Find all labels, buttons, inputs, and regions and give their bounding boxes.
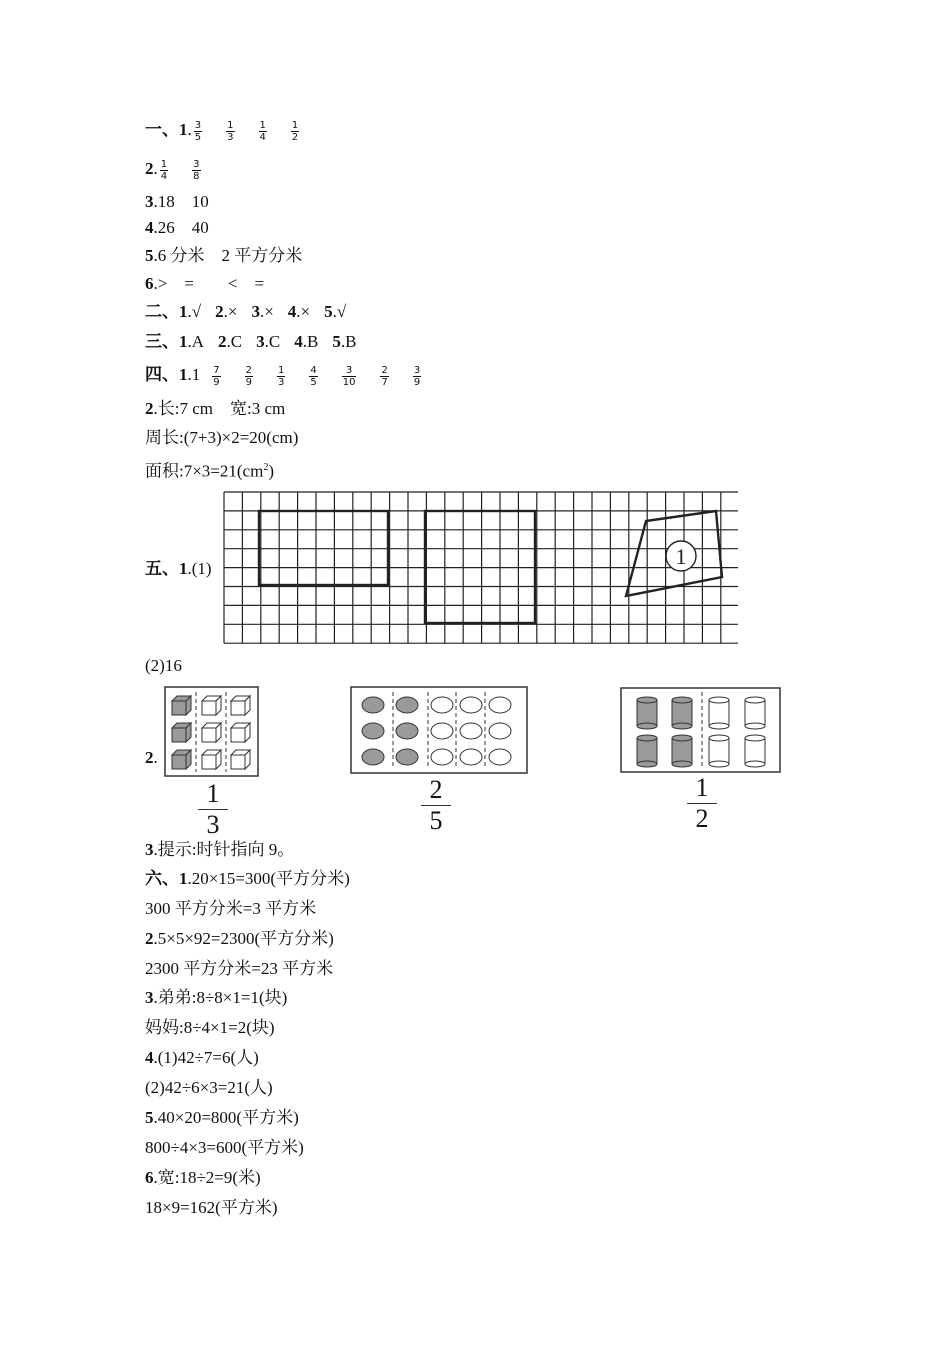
- fraction-denominator: 9: [245, 376, 252, 388]
- oval-icon: [460, 697, 482, 713]
- s6-item-text: .宽:18÷2=9(米): [153, 1168, 261, 1187]
- shaded-oval-icon: [362, 723, 384, 739]
- oval-icon: [460, 723, 482, 739]
- fig3-fraction: [687, 774, 717, 833]
- item-answer: .C: [226, 332, 243, 351]
- s4-q1-line: [145, 362, 421, 388]
- shaded-oval-icon: [396, 749, 418, 765]
- cube-icon: [231, 750, 250, 769]
- shaded-cylinder-icon: [672, 735, 692, 767]
- item-answer: .A: [187, 332, 205, 351]
- s6-item-text: (2)42÷6×3=21(人): [145, 1078, 273, 1097]
- cylinders-figure: [620, 687, 782, 775]
- shaded-oval-icon: [396, 723, 418, 739]
- item-number: 5: [332, 332, 341, 351]
- s1-q1-line: 一、1. $\frac{3}{5}$ $\frac{1}{3}$ $\frac{1}{4}$ $\frac{1}{2}$: [145, 119, 299, 143]
- s5-q1-part: .(1): [187, 559, 212, 578]
- s1-q4-num: 4: [145, 218, 154, 237]
- item-number: 5: [324, 302, 333, 321]
- oval-icon: [489, 697, 511, 713]
- shaded-oval-icon: [362, 697, 384, 713]
- s5-q1-part2: (2)16: [145, 656, 182, 675]
- item-answer: .√: [187, 302, 202, 321]
- s6-item-text: .5×5×92=2300(平方分米): [153, 929, 334, 948]
- fraction: [192, 159, 200, 182]
- oval-icon: [431, 697, 453, 713]
- fraction-denominator: 3: [278, 376, 285, 388]
- fraction: [291, 120, 299, 143]
- s4-area: 面积:7×3=21(cm: [145, 461, 264, 481]
- fig3-den: 2: [695, 804, 709, 833]
- s1-q3-line: [145, 189, 209, 215]
- s6-item-text: 妈妈:8÷4×1=2(块): [145, 1018, 275, 1037]
- shaded-cylinder-icon: [672, 697, 692, 729]
- s3-label: 三、: [145, 332, 179, 351]
- s4-area-end: ): [268, 461, 274, 481]
- s6-item-text: 800÷4×3=600(平方米): [145, 1138, 304, 1157]
- cube-icon: [231, 696, 250, 715]
- s6-line: [145, 926, 334, 952]
- shaded-oval-icon: [396, 697, 418, 713]
- s6-item-number: 6: [145, 1168, 154, 1187]
- item-answer: .×: [259, 302, 274, 321]
- fraction: [245, 365, 253, 388]
- oval-icon: [431, 723, 453, 739]
- fraction-denominator: 3: [227, 131, 234, 143]
- item-answer: .×: [223, 302, 238, 321]
- fraction: [212, 365, 220, 388]
- s4-q2-text: .长:7 cm 宽:3 cm: [153, 399, 286, 418]
- fraction: [194, 120, 202, 143]
- s1-q4-line: [145, 215, 209, 241]
- cube-icon: [202, 723, 221, 742]
- s6-item-text: .弟弟:8÷8×1=1(块): [153, 988, 288, 1007]
- fraction-numerator: 3: [342, 365, 357, 377]
- item-number: 4: [287, 302, 297, 321]
- s5-label: 五、: [145, 559, 179, 578]
- ovals-figure: [350, 686, 530, 776]
- shaded-cube-icon: [172, 696, 191, 715]
- s6-line: [145, 1105, 299, 1131]
- fraction: [309, 365, 317, 388]
- oval-icon: [489, 749, 511, 765]
- fraction-numerator: 2: [381, 364, 388, 376]
- grid-figure: [222, 490, 738, 646]
- s4-q1-lead: .1: [187, 365, 201, 384]
- s6-line: [145, 1045, 259, 1071]
- fraction-denominator: 4: [259, 131, 266, 143]
- s1-label: 一、: [145, 120, 179, 139]
- fraction-numerator: 1: [227, 119, 234, 131]
- s4-label: 四、: [145, 365, 179, 384]
- s1-q6-line: [145, 271, 264, 297]
- fraction-numerator: 1: [278, 364, 285, 376]
- s6-line: [145, 985, 287, 1011]
- s1-q3-num: 3: [145, 192, 154, 211]
- s4-perimeter: 周长:(7+3)×2=20(cm): [145, 428, 299, 447]
- shaded-cylinder-icon: [637, 697, 657, 729]
- s6-item-text: 2300 平方分米=23 平方米: [145, 959, 334, 978]
- shaded-cube-icon: [172, 723, 191, 742]
- s4-q2-line: [145, 396, 285, 422]
- fig2-num: 2: [421, 776, 451, 806]
- s6-item-number: 4: [145, 1048, 154, 1067]
- fraction-denominator: 10: [342, 376, 356, 388]
- shape-1-label: 1: [675, 544, 687, 569]
- fraction: [160, 159, 168, 182]
- item-number: 4: [294, 332, 303, 351]
- item-number: 1: [179, 302, 188, 321]
- fig2-den: 5: [429, 806, 443, 835]
- item-number: 1: [179, 332, 188, 351]
- fraction-numerator: 3: [413, 364, 421, 376]
- s6-line: [145, 1135, 304, 1161]
- fraction: [259, 120, 267, 143]
- s6-item-number: 1: [179, 869, 188, 888]
- s6-line: [145, 1165, 261, 1191]
- fraction: [380, 365, 388, 388]
- rect-shape-a: [259, 511, 388, 585]
- fraction-numerator: 1: [160, 158, 168, 170]
- fig1-den: 3: [206, 810, 220, 839]
- fraction-numerator: 3: [193, 158, 200, 170]
- s1-q5-text: .6 分米 2 平方分米: [153, 246, 303, 265]
- s5-q3-text: .提示:时针指向 9。: [153, 840, 295, 859]
- fraction-denominator: 5: [310, 376, 317, 388]
- s2-line: [145, 299, 346, 325]
- s1-q6-num: 6: [145, 274, 154, 293]
- item-number: 3: [251, 302, 260, 321]
- s6-line: [145, 1195, 278, 1221]
- s5-q1-line: [145, 556, 212, 582]
- s6-item-text: 300 平方分米=3 平方米: [145, 899, 317, 918]
- fig2-fraction: [421, 776, 451, 835]
- fraction-numerator: 2: [245, 364, 252, 376]
- fraction: [342, 365, 357, 388]
- cylinder-icon: [745, 735, 765, 767]
- cylinder-icon: [709, 735, 729, 767]
- cube-icon: [231, 723, 250, 742]
- s1-q4-text: .26 40: [153, 218, 209, 237]
- s6-item-text: 18×9=162(平方米): [145, 1198, 278, 1217]
- item-number: 2: [218, 332, 227, 351]
- s6-item-text: .(1)42÷7=6(人): [153, 1048, 259, 1067]
- item-answer: .B: [340, 332, 357, 351]
- s5-q2-line: [145, 745, 158, 771]
- s5-q3-num: 3: [145, 840, 154, 859]
- s1-q2-line: 2. $\frac{1}{4}$ $\frac{3}{8}$: [145, 158, 200, 182]
- s1-q1-num: 1: [179, 120, 188, 139]
- s1-q6-text: .> = < =: [153, 274, 265, 293]
- fraction-denominator: 7: [381, 376, 388, 388]
- cubes-figure: [164, 686, 260, 778]
- s6-line: [145, 896, 316, 922]
- item-number: 3: [256, 332, 265, 351]
- item-answer: .√: [332, 302, 347, 321]
- s6-item-text: .40×20=800(平方米): [153, 1108, 299, 1127]
- s6-item-number: 2: [145, 929, 154, 948]
- cube-icon: [202, 696, 221, 715]
- s4-q1-num: 1: [179, 365, 188, 384]
- s6-label: 六、: [145, 869, 179, 888]
- fraction-numerator: 3: [194, 119, 202, 131]
- fraction-denominator: 4: [160, 170, 168, 182]
- s6-line: [145, 866, 350, 892]
- s6-line: [145, 1015, 275, 1041]
- fig1-fraction: [198, 780, 228, 839]
- s5-q1-num: 1: [179, 559, 188, 578]
- s6-line: [145, 1075, 273, 1101]
- cylinder-icon: [709, 697, 729, 729]
- shaded-cube-icon: [172, 750, 191, 769]
- item-number: 2: [215, 302, 224, 321]
- oval-icon: [431, 749, 453, 765]
- fraction: [226, 120, 234, 143]
- fraction-denominator: 2: [291, 131, 299, 143]
- cube-icon: [202, 750, 221, 769]
- fraction-numerator: 1: [291, 119, 299, 131]
- fraction: [277, 365, 285, 388]
- s6-line: [145, 956, 333, 982]
- fraction: [413, 365, 421, 388]
- s1-q5-num: 5: [145, 246, 154, 265]
- fig1-num: 1: [198, 780, 228, 810]
- fraction-denominator: 9: [213, 376, 220, 388]
- shaded-oval-icon: [362, 749, 384, 765]
- cylinder-icon: [745, 697, 765, 729]
- s6-item-text: .20×15=300(平方分米): [187, 869, 350, 888]
- oval-icon: [460, 749, 482, 765]
- s4-area-sup: 2: [263, 462, 269, 473]
- s1-q5-line: [145, 243, 302, 269]
- s5-q2-num: 2: [145, 748, 154, 767]
- fraction-denominator: 8: [193, 170, 200, 182]
- oval-icon: [489, 723, 511, 739]
- fraction-denominator: 9: [413, 376, 421, 388]
- s5-q2-dot: .: [153, 748, 158, 767]
- s3-line: [145, 329, 356, 355]
- fraction-numerator: 1: [259, 119, 266, 131]
- fraction-numerator: 7: [213, 364, 220, 376]
- shaded-cylinder-icon: [637, 735, 657, 767]
- fraction-numerator: 4: [310, 364, 317, 376]
- s1-q3-text: .18 10: [153, 192, 209, 211]
- item-answer: .C: [264, 332, 281, 351]
- item-answer: .B: [302, 332, 319, 351]
- s6-item-number: 3: [145, 988, 154, 1007]
- s4-q2-num: 2: [145, 399, 154, 418]
- item-answer: .×: [296, 302, 311, 321]
- fraction-denominator: 5: [194, 131, 202, 143]
- fig3-num: 1: [687, 774, 717, 804]
- s5-q3-line: [145, 837, 294, 863]
- s4-area-line: [145, 455, 274, 481]
- s1-q2-num: 2: [145, 159, 154, 178]
- s2-label: 二、: [145, 302, 179, 321]
- s6-item-number: 5: [145, 1108, 154, 1127]
